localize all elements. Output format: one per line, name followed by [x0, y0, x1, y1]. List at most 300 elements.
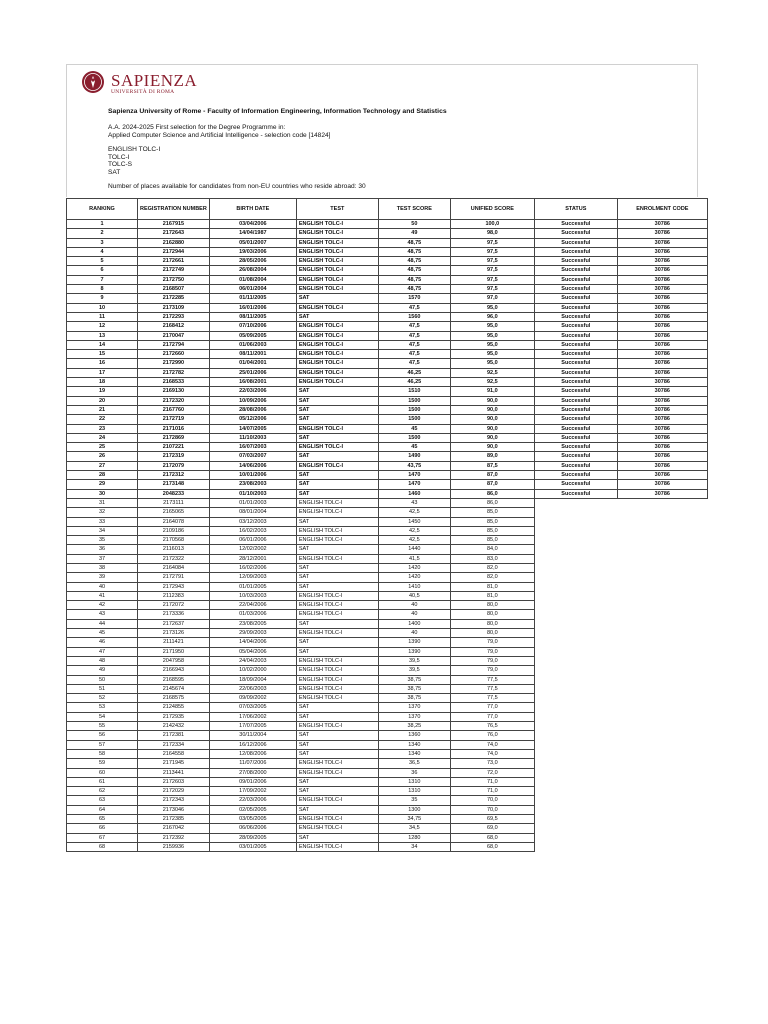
cell-ranking: 6 [67, 266, 138, 275]
cell-test: ENGLISH TOLC-I [296, 842, 378, 851]
cell-registration-number: 2172381 [138, 731, 210, 740]
cell-unified-score: 81,0 [450, 591, 534, 600]
logo-name: SAPIENZA [111, 71, 198, 90]
cell-ranking: 27 [67, 461, 138, 470]
cell-birth-date: 29/09/2003 [209, 629, 296, 638]
cell-ranking: 16 [67, 359, 138, 368]
cell-registration-number: 2172935 [138, 712, 210, 721]
cell-ranking: 1 [67, 220, 138, 229]
cell-registration-number: 2172322 [138, 554, 210, 563]
cell-test: ENGLISH TOLC-I [296, 322, 378, 331]
cell-unified-score: 97,5 [450, 266, 534, 275]
cell-birth-date: 10/02/2000 [209, 666, 296, 675]
table-row [67, 805, 708, 814]
table-row [67, 275, 708, 284]
cell-ranking: 58 [67, 749, 138, 758]
cell-status: Successful [534, 312, 617, 321]
cell-birth-date: 05/04/2006 [209, 647, 296, 656]
cell-test: SAT [296, 731, 378, 740]
cell-unified-score: 71,0 [450, 777, 534, 786]
cell-unified-score: 90,0 [450, 424, 534, 433]
cell-test-score: 1370 [378, 703, 450, 712]
cell-test-score: 34 [378, 842, 450, 851]
table-row [67, 405, 708, 414]
cell-ranking: 41 [67, 591, 138, 600]
cell-test-score: 42,5 [378, 508, 450, 517]
table-row [67, 350, 708, 359]
table-row [67, 824, 708, 833]
header-registration-number: REGISTRATION NUMBER [138, 199, 210, 220]
cell-enrolment-code: 30786 [617, 396, 707, 405]
cell-ranking: 24 [67, 433, 138, 442]
cell-registration-number: 2172385 [138, 815, 210, 824]
cell-unified-score: 69,5 [450, 815, 534, 824]
cell-enrolment-code: 30786 [617, 424, 707, 433]
cell-status: Successful [534, 396, 617, 405]
cell-ranking: 23 [67, 424, 138, 433]
cell-test: ENGLISH TOLC-I [296, 815, 378, 824]
cell-ranking: 59 [67, 759, 138, 768]
cell-unified-score: 80,0 [450, 610, 534, 619]
cell-test: SAT [296, 638, 378, 647]
cell-registration-number: 2172603 [138, 777, 210, 786]
cell-registration-number: 2172990 [138, 359, 210, 368]
cell-registration-number: 2166943 [138, 666, 210, 675]
cell-test: ENGLISH TOLC-I [296, 359, 378, 368]
cell-birth-date: 10/09/2006 [209, 396, 296, 405]
cell-status: Successful [534, 387, 617, 396]
cell-unified-score: 90,0 [450, 443, 534, 452]
table-row [67, 777, 708, 786]
cell-registration-number: 2111421 [138, 638, 210, 647]
cell-birth-date: 06/01/2004 [209, 285, 296, 294]
cell-birth-date: 10/01/2006 [209, 471, 296, 480]
cell-registration-number: 2142432 [138, 722, 210, 731]
table-row [67, 322, 708, 331]
cell-ranking: 35 [67, 536, 138, 545]
cell-ranking: 39 [67, 573, 138, 582]
cell-registration-number: 2172029 [138, 787, 210, 796]
table-row [67, 740, 708, 749]
cell-unified-score: 77,5 [450, 684, 534, 693]
cell-ranking: 31 [67, 498, 138, 507]
cell-registration-number: 2171950 [138, 647, 210, 656]
cell-test-score: 42,5 [378, 536, 450, 545]
cell-unified-score: 77,0 [450, 712, 534, 721]
cell-unified-score: 90,0 [450, 433, 534, 442]
cell-unified-score: 69,0 [450, 824, 534, 833]
cell-test: SAT [296, 805, 378, 814]
cell-birth-date: 28/08/2006 [209, 405, 296, 414]
cell-ranking: 15 [67, 350, 138, 359]
cell-test-score: 38,75 [378, 694, 450, 703]
cell-status: Successful [534, 350, 617, 359]
table-row [67, 601, 708, 610]
cell-ranking: 4 [67, 247, 138, 256]
cell-unified-score: 83,0 [450, 554, 534, 563]
cell-birth-date: 23/08/2005 [209, 619, 296, 628]
cell-test: ENGLISH TOLC-I [296, 220, 378, 229]
cell-registration-number: 2173046 [138, 805, 210, 814]
cell-test-score: 1370 [378, 712, 450, 721]
cell-test-score: 38,75 [378, 684, 450, 693]
cell-registration-number: 2172072 [138, 601, 210, 610]
cell-test-score: 1310 [378, 777, 450, 786]
cell-registration-number: 2167760 [138, 405, 210, 414]
table-row [67, 378, 708, 387]
cell-test-score: 1400 [378, 619, 450, 628]
cell-registration-number: 2112383 [138, 591, 210, 600]
cell-unified-score: 68,0 [450, 842, 534, 851]
cell-registration-number: 2168507 [138, 285, 210, 294]
table-row [67, 768, 708, 777]
cell-status: Successful [534, 452, 617, 461]
cell-registration-number: 2047958 [138, 656, 210, 665]
cell-test: ENGLISH TOLC-I [296, 601, 378, 610]
cell-birth-date: 03/12/2003 [209, 517, 296, 526]
header-ranking: RANKING [67, 199, 138, 220]
cell-test-score: 1420 [378, 563, 450, 572]
cell-test: SAT [296, 740, 378, 749]
table-row [67, 703, 708, 712]
cell-test: ENGLISH TOLC-I [296, 694, 378, 703]
cell-enrolment-code: 30786 [617, 433, 707, 442]
cell-status: Successful [534, 303, 617, 312]
cell-test: ENGLISH TOLC-I [296, 378, 378, 387]
cell-test: ENGLISH TOLC-I [296, 247, 378, 256]
cell-enrolment-code: 30786 [617, 387, 707, 396]
test-type-sat: SAT [108, 168, 121, 176]
cell-unified-score: 81,0 [450, 582, 534, 591]
ranking-table-body [67, 220, 708, 852]
cell-registration-number: 2172794 [138, 340, 210, 349]
cell-status: Successful [534, 359, 617, 368]
cell-test: ENGLISH TOLC-I [296, 610, 378, 619]
cell-test: SAT [296, 647, 378, 656]
cell-registration-number: 2164558 [138, 749, 210, 758]
cell-birth-date: 14/04/2006 [209, 638, 296, 647]
cell-ranking: 67 [67, 833, 138, 842]
cell-status: Successful [534, 480, 617, 489]
cell-enrolment-code: 30786 [617, 368, 707, 377]
cell-ranking: 48 [67, 656, 138, 665]
cell-test-score: 45 [378, 443, 450, 452]
cell-test: ENGLISH TOLC-I [296, 666, 378, 675]
cell-unified-score: 82,0 [450, 573, 534, 582]
cell-status: Successful [534, 424, 617, 433]
cell-unified-score: 87,5 [450, 461, 534, 470]
table-row [67, 694, 708, 703]
cell-ranking: 38 [67, 563, 138, 572]
cell-test-score: 1470 [378, 471, 450, 480]
cell-status: Successful [534, 229, 617, 238]
table-row [67, 684, 708, 693]
table-row [67, 796, 708, 805]
cell-enrolment-code: 30786 [617, 480, 707, 489]
cell-test-score: 1410 [378, 582, 450, 591]
cell-enrolment-code: 30786 [617, 247, 707, 256]
test-type-english-tolc-i: ENGLISH TOLC-I [108, 146, 161, 153]
cell-unified-score: 97,5 [450, 275, 534, 284]
cell-test: ENGLISH TOLC-I [296, 424, 378, 433]
cell-ranking: 25 [67, 443, 138, 452]
cell-birth-date: 01/04/2001 [209, 359, 296, 368]
cell-test: SAT [296, 582, 378, 591]
table-row [67, 833, 708, 842]
cell-birth-date: 01/03/2006 [209, 610, 296, 619]
cell-test: ENGLISH TOLC-I [296, 536, 378, 545]
table-row [67, 666, 708, 675]
cell-test-score: 42,5 [378, 526, 450, 535]
cell-unified-score: 79,0 [450, 666, 534, 675]
cell-test: ENGLISH TOLC-I [296, 498, 378, 507]
cell-ranking: 50 [67, 675, 138, 684]
cell-unified-score: 85,0 [450, 508, 534, 517]
cell-test: ENGLISH TOLC-I [296, 684, 378, 693]
cell-test: SAT [296, 833, 378, 842]
cell-test-score: 48,75 [378, 285, 450, 294]
cell-test-score: 38,25 [378, 722, 450, 731]
table-row [67, 387, 708, 396]
table-row [67, 526, 708, 535]
cell-birth-date: 05/01/2007 [209, 238, 296, 247]
cell-registration-number: 2172749 [138, 266, 210, 275]
cell-birth-date: 16/02/2006 [209, 563, 296, 572]
cell-ranking: 21 [67, 405, 138, 414]
cell-birth-date: 01/06/2003 [209, 340, 296, 349]
cell-ranking: 9 [67, 294, 138, 303]
table-row [67, 647, 708, 656]
cell-test: ENGLISH TOLC-I [296, 554, 378, 563]
cell-unified-score: 97,5 [450, 257, 534, 266]
cell-unified-score: 73,0 [450, 759, 534, 768]
table-row [67, 266, 708, 275]
cell-test: ENGLISH TOLC-I [296, 759, 378, 768]
cell-enrolment-code: 30786 [617, 461, 707, 470]
cell-test-score: 1500 [378, 396, 450, 405]
cell-test-score: 38,75 [378, 675, 450, 684]
cell-status: Successful [534, 331, 617, 340]
cell-unified-score: 82,0 [450, 563, 534, 572]
cell-test: ENGLISH TOLC-I [296, 266, 378, 275]
cell-enrolment-code: 30786 [617, 350, 707, 359]
cell-registration-number: 2172719 [138, 415, 210, 424]
cell-registration-number: 2169130 [138, 387, 210, 396]
cell-birth-date: 01/01/2005 [209, 582, 296, 591]
cell-unified-score: 84,0 [450, 545, 534, 554]
cell-enrolment-code: 30786 [617, 452, 707, 461]
cell-birth-date: 30/11/2004 [209, 731, 296, 740]
table-row [67, 656, 708, 665]
cell-test-score: 35 [378, 796, 450, 805]
cell-status: Successful [534, 266, 617, 275]
cell-test: SAT [296, 489, 378, 498]
cell-ranking: 14 [67, 340, 138, 349]
cell-test: SAT [296, 573, 378, 582]
cell-birth-date: 26/08/2004 [209, 266, 296, 275]
cell-birth-date: 03/05/2005 [209, 815, 296, 824]
cell-test: SAT [296, 787, 378, 796]
cell-registration-number: 2113441 [138, 768, 210, 777]
cell-test-score: 1390 [378, 638, 450, 647]
cell-birth-date: 16/07/2003 [209, 443, 296, 452]
header-unified-score: UNIFIED SCORE [450, 199, 534, 220]
cell-test-score: 1500 [378, 405, 450, 414]
cell-ranking: 49 [67, 666, 138, 675]
table-row [67, 443, 708, 452]
cell-registration-number: 2172334 [138, 740, 210, 749]
cell-birth-date: 16/08/2001 [209, 378, 296, 387]
cell-test-score: 1450 [378, 517, 450, 526]
cell-status: Successful [534, 461, 617, 470]
cell-ranking: 11 [67, 312, 138, 321]
cell-birth-date: 22/06/2003 [209, 684, 296, 693]
table-row [67, 573, 708, 582]
cell-unified-score: 79,0 [450, 656, 534, 665]
cell-status: Successful [534, 238, 617, 247]
cell-test: SAT [296, 415, 378, 424]
cell-registration-number: 2170568 [138, 536, 210, 545]
cell-birth-date: 12/08/2006 [209, 749, 296, 758]
cell-ranking: 37 [67, 554, 138, 563]
cell-status: Successful [534, 275, 617, 284]
cell-test-score: 1300 [378, 805, 450, 814]
cell-birth-date: 07/03/2005 [209, 703, 296, 712]
cell-birth-date: 01/11/2005 [209, 294, 296, 303]
table-row [67, 563, 708, 572]
header-test-score: TEST SCORE [378, 199, 450, 220]
cell-test: ENGLISH TOLC-I [296, 303, 378, 312]
table-row [67, 610, 708, 619]
cell-status: Successful [534, 415, 617, 424]
cell-registration-number: 2173126 [138, 629, 210, 638]
cell-birth-date: 16/01/2006 [209, 303, 296, 312]
cell-test: SAT [296, 312, 378, 321]
cell-test-score: 48,75 [378, 275, 450, 284]
table-row [67, 220, 708, 229]
cell-test-score: 1510 [378, 387, 450, 396]
cell-birth-date: 28/05/2006 [209, 257, 296, 266]
cell-registration-number: 2124855 [138, 703, 210, 712]
table-row [67, 359, 708, 368]
cell-test-score: 46,25 [378, 378, 450, 387]
cell-test: ENGLISH TOLC-I [296, 229, 378, 238]
cell-test: ENGLISH TOLC-I [296, 368, 378, 377]
cell-birth-date: 07/10/2006 [209, 322, 296, 331]
cell-test-score: 1460 [378, 489, 450, 498]
cell-unified-score: 85,0 [450, 526, 534, 535]
cell-unified-score: 97,5 [450, 285, 534, 294]
cell-ranking: 63 [67, 796, 138, 805]
cell-registration-number: 2168412 [138, 322, 210, 331]
cell-enrolment-code: 30786 [617, 220, 707, 229]
cell-registration-number: 2172343 [138, 796, 210, 805]
cell-status: Successful [534, 340, 617, 349]
cell-test: SAT [296, 545, 378, 554]
cell-registration-number: 2168595 [138, 675, 210, 684]
cell-status: Successful [534, 322, 617, 331]
places-available-note: Number of places available for candidates from non-EU countries who reside abroad: 30 [108, 183, 366, 190]
cell-unified-score: 76,5 [450, 722, 534, 731]
cell-birth-date: 10/03/2003 [209, 591, 296, 600]
table-row [67, 508, 708, 517]
table-row [67, 238, 708, 247]
table-row [67, 229, 708, 238]
cell-test: ENGLISH TOLC-I [296, 285, 378, 294]
cell-registration-number: 2167915 [138, 220, 210, 229]
cell-unified-score: 77,5 [450, 694, 534, 703]
cell-test-score: 48,75 [378, 266, 450, 275]
cell-ranking: 62 [67, 787, 138, 796]
cell-birth-date: 17/06/2002 [209, 712, 296, 721]
cell-registration-number: 2172312 [138, 471, 210, 480]
cell-ranking: 32 [67, 508, 138, 517]
cell-ranking: 29 [67, 480, 138, 489]
cell-birth-date: 11/07/2006 [209, 759, 296, 768]
cell-ranking: 53 [67, 703, 138, 712]
ranking-table-header [67, 199, 708, 220]
cell-test: ENGLISH TOLC-I [296, 629, 378, 638]
cell-unified-score: 74,0 [450, 749, 534, 758]
cell-birth-date: 14/07/2005 [209, 424, 296, 433]
cell-ranking: 26 [67, 452, 138, 461]
cell-birth-date: 22/04/2006 [209, 601, 296, 610]
cell-birth-date: 06/01/2006 [209, 536, 296, 545]
cell-enrolment-code: 30786 [617, 266, 707, 275]
cell-registration-number: 2107221 [138, 443, 210, 452]
cell-test: ENGLISH TOLC-I [296, 275, 378, 284]
cell-ranking: 12 [67, 322, 138, 331]
cell-ranking: 30 [67, 489, 138, 498]
cell-registration-number: 2172660 [138, 350, 210, 359]
cell-registration-number: 2173336 [138, 610, 210, 619]
cell-unified-score: 71,0 [450, 787, 534, 796]
cell-birth-date: 23/08/2003 [209, 480, 296, 489]
cell-registration-number: 2172869 [138, 433, 210, 442]
cell-test-score: 1340 [378, 740, 450, 749]
table-row [67, 787, 708, 796]
logo-subtitle: UNIVERSITÀ DI ROMA [111, 89, 175, 95]
cell-unified-score: 98,0 [450, 229, 534, 238]
cell-status: Successful [534, 489, 617, 498]
cell-unified-score: 70,0 [450, 805, 534, 814]
cell-test: SAT [296, 452, 378, 461]
cell-ranking: 44 [67, 619, 138, 628]
cell-ranking: 2 [67, 229, 138, 238]
cell-registration-number: 2171945 [138, 759, 210, 768]
cell-unified-score: 77,0 [450, 703, 534, 712]
cell-unified-score: 80,0 [450, 619, 534, 628]
cell-enrolment-code: 30786 [617, 415, 707, 424]
cell-test-score: 46,25 [378, 368, 450, 377]
table-row [67, 731, 708, 740]
cell-test-score: 45 [378, 424, 450, 433]
cell-test: SAT [296, 749, 378, 758]
cell-ranking: 18 [67, 378, 138, 387]
cell-registration-number: 2167042 [138, 824, 210, 833]
cell-registration-number: 2172643 [138, 229, 210, 238]
cell-registration-number: 2145674 [138, 684, 210, 693]
cell-unified-score: 92,5 [450, 368, 534, 377]
cell-enrolment-code: 30786 [617, 322, 707, 331]
header-enrolment-code: ENROLMENT CODE [617, 199, 707, 220]
cell-test: SAT [296, 387, 378, 396]
cell-birth-date: 18/09/2004 [209, 675, 296, 684]
cell-enrolment-code: 30786 [617, 294, 707, 303]
table-row [67, 331, 708, 340]
table-row [67, 303, 708, 312]
cell-test: ENGLISH TOLC-I [296, 722, 378, 731]
